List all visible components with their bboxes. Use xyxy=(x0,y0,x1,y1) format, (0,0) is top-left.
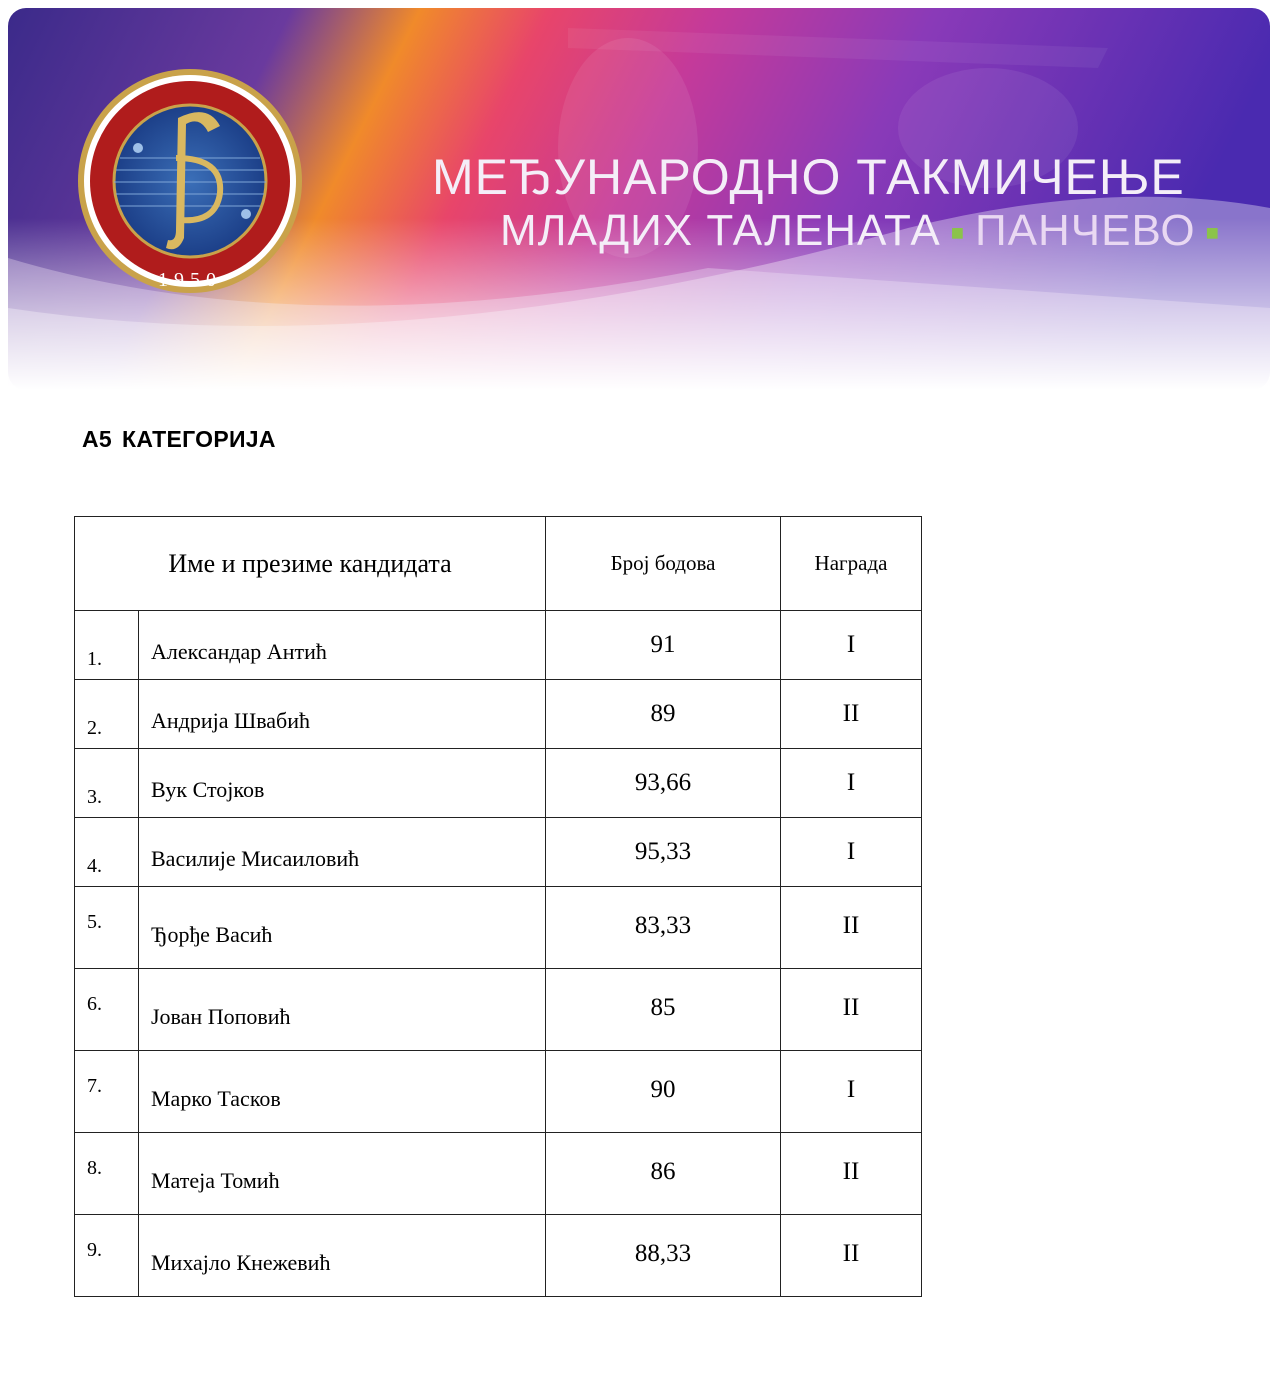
row-number: 9. xyxy=(75,1215,139,1297)
table-row xyxy=(75,611,922,680)
row-number: 5. xyxy=(75,887,139,969)
candidate-score: 86 xyxy=(546,1133,781,1215)
header-candidate-name: Име и презиме кандидата xyxy=(75,517,546,611)
candidate-score: 95,33 xyxy=(546,818,781,887)
table-row xyxy=(75,680,922,749)
candidate-name: Ђорђе Васић xyxy=(139,887,546,969)
candidate-name: Андрија Швабић xyxy=(139,680,546,749)
separator-square-icon: ■ xyxy=(950,220,966,246)
competition-banner xyxy=(8,8,1270,390)
table-row xyxy=(75,749,922,818)
category-heading xyxy=(82,426,276,453)
candidate-score: 93,66 xyxy=(546,749,781,818)
category-code: А5 xyxy=(82,426,113,452)
candidate-name: Александар Антић xyxy=(139,611,546,680)
candidate-name: Михајло Кнежевић xyxy=(139,1215,546,1297)
candidate-score: 90 xyxy=(546,1051,781,1133)
candidate-name: Василије Мисаиловић xyxy=(139,818,546,887)
candidate-award: II xyxy=(781,887,922,969)
banner-title-line2 xyxy=(500,206,1230,256)
candidate-award: I xyxy=(781,749,922,818)
table-row xyxy=(75,1133,922,1215)
row-number: 1. xyxy=(75,611,139,680)
table-row xyxy=(75,818,922,887)
candidate-score: 83,33 xyxy=(546,887,781,969)
row-number: 3. xyxy=(75,749,139,818)
banner-city: ПАНЧЕВО xyxy=(975,206,1196,255)
candidate-score: 88,33 xyxy=(546,1215,781,1297)
candidate-name: Вук Стојков xyxy=(139,749,546,818)
candidate-name: Марко Тасков xyxy=(139,1051,546,1133)
school-logo xyxy=(78,69,302,293)
candidate-award: I xyxy=(781,1051,922,1133)
separator-square-icon: ■ xyxy=(1205,220,1220,246)
header-score: Број бодова xyxy=(546,517,781,611)
header-award: Награда xyxy=(781,517,922,611)
row-number: 2. xyxy=(75,680,139,749)
banner-title-line1: МЕЂУНАРОДНО ТАКМИЧЕЊЕ xyxy=(432,149,1185,205)
table-row xyxy=(75,887,922,969)
row-number: 7. xyxy=(75,1051,139,1133)
candidate-award: II xyxy=(781,969,922,1051)
candidate-award: II xyxy=(781,1215,922,1297)
banner-title-talents: МЛАДИХ ТАЛЕНАТА xyxy=(500,206,941,255)
candidate-score: 85 xyxy=(546,969,781,1051)
category-label: КАТЕГОРИЈА xyxy=(122,426,276,452)
candidate-score: 91 xyxy=(546,611,781,680)
table-row xyxy=(75,969,922,1051)
table-row xyxy=(75,1051,922,1133)
candidate-award: I xyxy=(781,818,922,887)
candidate-score: 89 xyxy=(546,680,781,749)
candidate-name: Матеја Томић xyxy=(139,1133,546,1215)
logo-year: 1950 xyxy=(158,269,222,291)
results-table xyxy=(74,516,922,1297)
candidate-award: II xyxy=(781,680,922,749)
row-number: 4. xyxy=(75,818,139,887)
candidate-name: Јован Поповић xyxy=(139,969,546,1051)
table-row xyxy=(75,1215,922,1297)
candidate-award: II xyxy=(781,1133,922,1215)
candidate-award: I xyxy=(781,611,922,680)
table-header-row xyxy=(75,517,922,611)
row-number: 8. xyxy=(75,1133,139,1215)
row-number: 6. xyxy=(75,969,139,1051)
